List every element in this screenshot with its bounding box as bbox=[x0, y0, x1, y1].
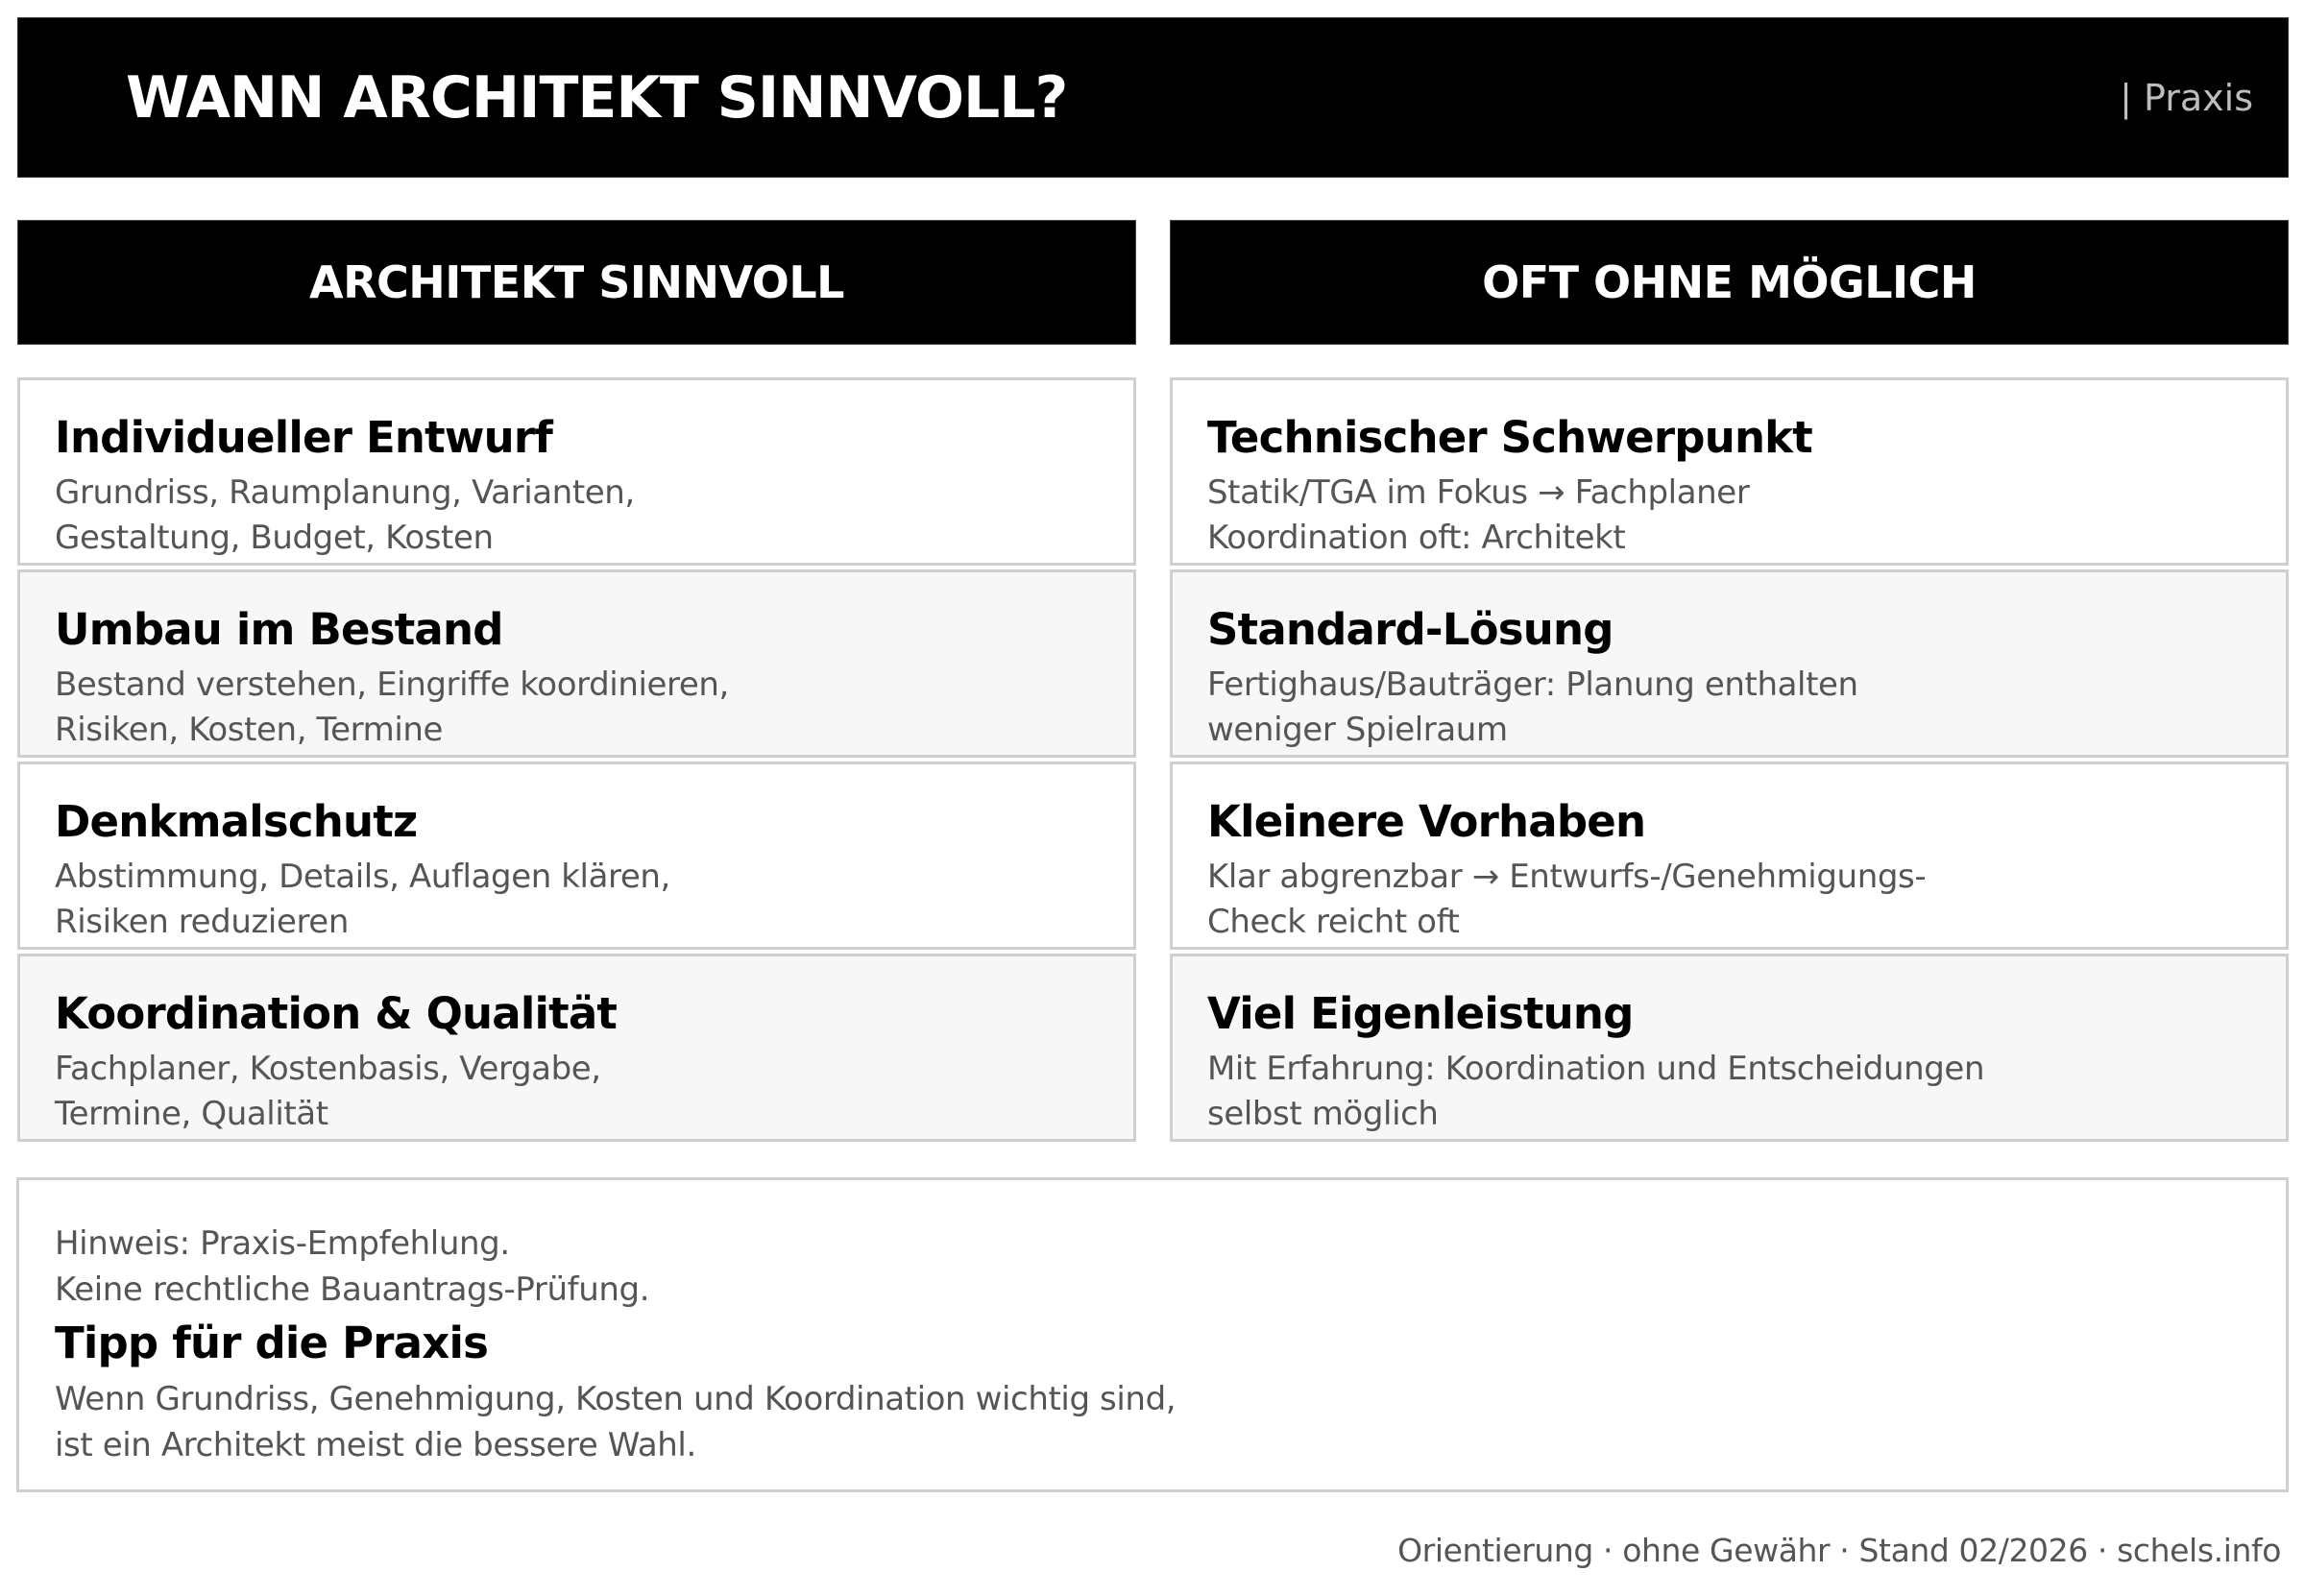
card-body bbox=[1207, 471, 1749, 561]
card-list bbox=[1170, 377, 2289, 1142]
card-body bbox=[1207, 1047, 1984, 1137]
card-title: Kleinere Vorhaben bbox=[1207, 796, 1646, 847]
note-box bbox=[16, 1177, 2289, 1492]
card-body bbox=[55, 855, 670, 945]
card-koordination-qualitaet bbox=[17, 954, 1136, 1142]
card-kleinere-vorhaben bbox=[1170, 762, 2289, 950]
card-standard-loesung bbox=[1170, 569, 2289, 758]
column-oft-ohne-moeglich bbox=[1170, 220, 2289, 1146]
card-body bbox=[1207, 855, 1926, 945]
card-title: Technischer Schwerpunkt bbox=[1207, 412, 1813, 463]
card-body bbox=[55, 1047, 601, 1137]
card-body-line: selbst möglich bbox=[1207, 1095, 1439, 1133]
tip-body bbox=[55, 1376, 1176, 1468]
card-body-line: Check reicht oft bbox=[1207, 903, 1460, 941]
disclaimer-line: Keine rechtliche Bauantrags-Prüfung. bbox=[55, 1270, 650, 1309]
card-body-line: Koordination oft: Architekt bbox=[1207, 519, 1626, 557]
card-title: Standard-Lösung bbox=[1207, 604, 1614, 655]
card-body-line: Bestand verstehen, Eingriffe koordinieren, bbox=[55, 665, 729, 704]
card-body-line: Risiken reduzieren bbox=[55, 903, 349, 941]
tip-body-line: ist ein Architekt meist die bessere Wahl. bbox=[55, 1426, 696, 1464]
card-title: Koordination & Qualität bbox=[55, 988, 618, 1039]
card-body-line: Mit Erfahrung: Koordination und Entscheidungen bbox=[1207, 1050, 1985, 1088]
title-bar bbox=[17, 17, 2289, 178]
card-body bbox=[55, 663, 729, 753]
card-body-line: Fertighaus/Bauträger: Planung enthalten bbox=[1207, 665, 1858, 704]
card-viel-eigenleistung bbox=[1170, 954, 2289, 1142]
column-heading: OFT OHNE MÖGLICH bbox=[1170, 220, 2289, 345]
card-title: Individueller Entwurf bbox=[55, 412, 553, 463]
card-individueller-entwurf bbox=[17, 377, 1136, 566]
disclaimer-line: Hinweis: Praxis-Empfehlung. bbox=[55, 1224, 510, 1263]
card-umbau-im-bestand bbox=[17, 569, 1136, 758]
card-body bbox=[1207, 663, 1858, 753]
page-title: WANN ARCHITEKT SINNVOLL? bbox=[126, 63, 1068, 132]
column-architekt-sinnvoll bbox=[17, 220, 1136, 1146]
card-body-line: Grundriss, Raumplanung, Varianten, bbox=[55, 473, 635, 512]
footer-credits: Orientierung · ohne Gewähr · Stand 02/2026 · schels.info bbox=[1397, 1532, 2281, 1569]
tip-body-line: Wenn Grundriss, Genehmigung, Kosten und Koordination wichtig sind, bbox=[55, 1380, 1177, 1418]
card-technischer-schwerpunkt bbox=[1170, 377, 2289, 566]
card-body-line: Risiken, Kosten, Termine bbox=[55, 711, 444, 749]
card-denkmalschutz bbox=[17, 762, 1136, 950]
column-heading: ARCHITEKT SINNVOLL bbox=[17, 220, 1136, 345]
card-title: Denkmalschutz bbox=[55, 796, 418, 847]
card-body bbox=[55, 471, 635, 561]
card-list bbox=[17, 377, 1136, 1142]
card-body-line: Termine, Qualität bbox=[55, 1095, 328, 1133]
card-body-line: Klar abgrenzbar → Entwurfs-/Genehmigungs- bbox=[1207, 858, 1927, 896]
card-title: Umbau im Bestand bbox=[55, 604, 503, 655]
card-body-line: Statik/TGA im Fokus → Fachplaner bbox=[1207, 473, 1750, 512]
card-body-line: Fachplaner, Kostenbasis, Vergabe, bbox=[55, 1050, 601, 1088]
card-body-line: Abstimmung, Details, Auflagen klären, bbox=[55, 858, 670, 896]
card-title: Viel Eigenleistung bbox=[1207, 988, 1634, 1039]
card-body-line: Gestaltung, Budget, Kosten bbox=[55, 519, 494, 557]
card-body-line: weniger Spielraum bbox=[1207, 711, 1508, 749]
tip-title: Tipp für die Praxis bbox=[55, 1318, 489, 1368]
disclaimer bbox=[55, 1221, 649, 1313]
section-tag: | Praxis bbox=[2120, 76, 2253, 119]
